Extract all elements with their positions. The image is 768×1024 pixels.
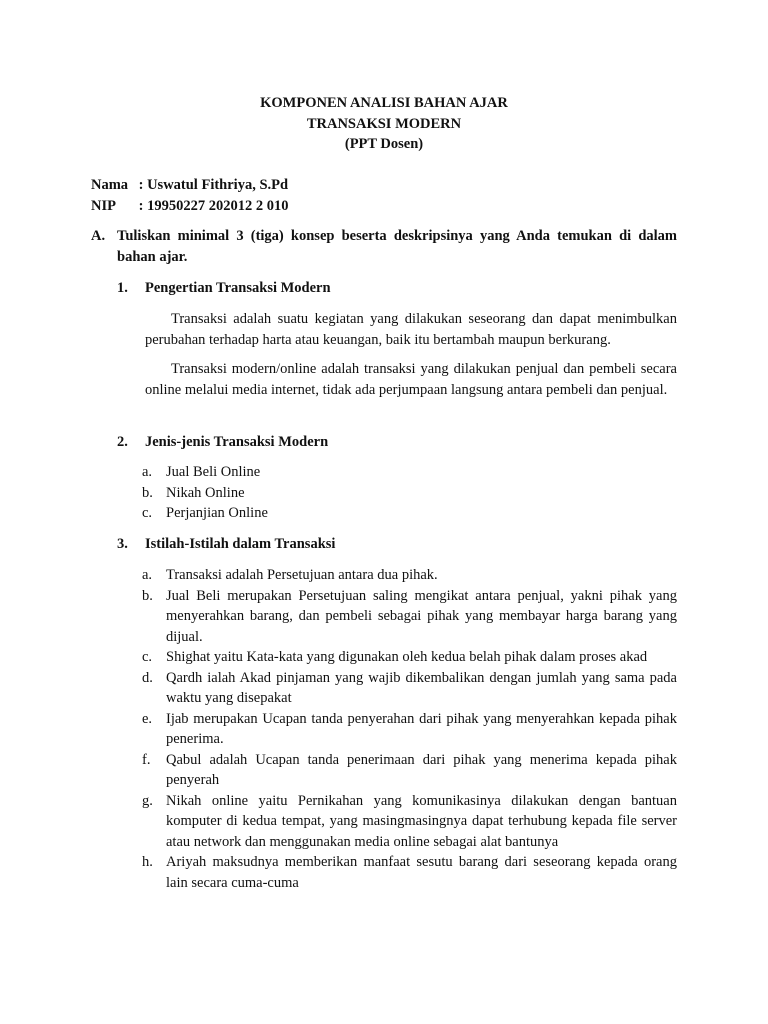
types-list bbox=[142, 462, 677, 524]
list-item bbox=[142, 503, 677, 524]
section-a-marker: A. bbox=[91, 228, 106, 244]
list-item-text: Qardh ialah Akad pinjaman yang wajib dikembalikan dengan jumlah yang sama pada waktu yang disepakat bbox=[166, 669, 677, 706]
list-marker: b. bbox=[142, 587, 153, 604]
list-item bbox=[142, 668, 677, 709]
list-marker: a. bbox=[142, 567, 153, 583]
list-marker: b. bbox=[142, 484, 153, 501]
heading-2-text: Jenis-jenis Transaksi Modern bbox=[145, 434, 329, 450]
heading-3-text: Istilah-Istilah dalam Transaksi bbox=[145, 536, 336, 552]
list-marker: h. bbox=[142, 854, 153, 870]
list-item bbox=[142, 709, 677, 750]
author-nip-row bbox=[91, 196, 288, 217]
heading-1-number: 1. bbox=[117, 280, 128, 296]
list-item-text: Ijab merupakan Ucapan tanda penyerahan dari pihak yang menyerahkan kepada pihak penerima. bbox=[166, 710, 677, 747]
document-subtitle: TRANSAKSI MODERN bbox=[306, 116, 462, 132]
heading-1-text: Pengertian Transaksi Modern bbox=[145, 280, 331, 296]
author-name-row bbox=[91, 175, 288, 196]
nip-label: NIP bbox=[91, 198, 116, 214]
section-a-text: Tuliskan minimal 3 (tiga) konsep beserta deskripsinya yang Anda temukan di dalam bahan ajar. bbox=[117, 228, 677, 265]
paragraph-definition-modern-transaction: Transaksi modern/online adalah transaksi yang dilakukan penjual dan pembeli secara online melalui media internet, tidak ada perjumpaan langsung antara pembeli dan penjual. bbox=[145, 361, 677, 398]
list-item bbox=[142, 791, 677, 853]
name-label: Nama bbox=[91, 177, 129, 193]
list-item-text: Qabul adalah Ucapan tanda penerimaan dari pihak yang menerima kepada pihak penyerah bbox=[166, 751, 677, 788]
paragraph-definition-transaction: Transaksi adalah suatu kegiatan yang dilakukan seseorang dan dapat menimbulkan perubahan terhadap harta atau keuangan, baik itu bertambah maupun berkurang. bbox=[145, 311, 677, 348]
list-item-text: Nikah Online bbox=[166, 484, 245, 501]
list-marker: c. bbox=[142, 505, 153, 521]
list-item bbox=[142, 565, 677, 586]
list-item-text: Jual Beli Online bbox=[166, 464, 261, 480]
name-value: : Uswatul Fithriya, S.Pd bbox=[138, 177, 289, 193]
list-item-text: Transaksi adalah Persetujuan antara dua pihak. bbox=[166, 567, 438, 583]
list-item-text: Nikah online yaitu Pernikahan yang komunikasinya dilakukan dengan bantuan komputer di kedua tempat, yang masingmasingnya dapat terhubung kepada file server atau network dan menggunakan media online sebagai alat bantunya bbox=[166, 792, 677, 850]
document-source-note: (PPT Dosen) bbox=[344, 136, 424, 152]
list-marker: e. bbox=[142, 710, 153, 727]
list-marker: f. bbox=[142, 751, 151, 768]
section-a-instruction bbox=[91, 226, 677, 267]
terms-list bbox=[142, 565, 677, 893]
list-item-text: Ariyah maksudnya memberikan manfaat sesutu barang dari seseorang kepada orang lain secara cuma-cuma bbox=[166, 854, 677, 891]
nip-value: : 19950227 202012 2 010 bbox=[138, 198, 289, 214]
list-marker: d. bbox=[142, 669, 153, 686]
list-item-text: Jual Beli merupakan Persetujuan saling mengikat antara penjual, yakni pihak yang menyerahkan barang, dan pembeli sebagai pihak yang membayar harga barang yang dijual. bbox=[166, 587, 677, 645]
list-item bbox=[142, 647, 677, 668]
heading-2-number: 2. bbox=[117, 434, 128, 450]
list-item-text: Perjanjian Online bbox=[166, 505, 268, 521]
list-item bbox=[142, 462, 677, 483]
heading-1 bbox=[117, 278, 331, 299]
heading-3 bbox=[117, 534, 335, 555]
list-item bbox=[142, 586, 677, 648]
document-title: KOMPONEN ANALISI BAHAN AJAR bbox=[260, 95, 508, 111]
list-item-text: Shighat yaitu Kata-kata yang digunakan oleh kedua belah pihak dalam proses akad bbox=[166, 649, 648, 665]
heading-3-number: 3. bbox=[117, 536, 128, 552]
list-marker: a. bbox=[142, 464, 153, 480]
list-marker: g. bbox=[142, 792, 153, 809]
list-item bbox=[142, 483, 677, 504]
list-item bbox=[142, 750, 677, 791]
list-marker: c. bbox=[142, 649, 153, 665]
list-item bbox=[142, 852, 677, 893]
heading-2 bbox=[117, 432, 328, 453]
